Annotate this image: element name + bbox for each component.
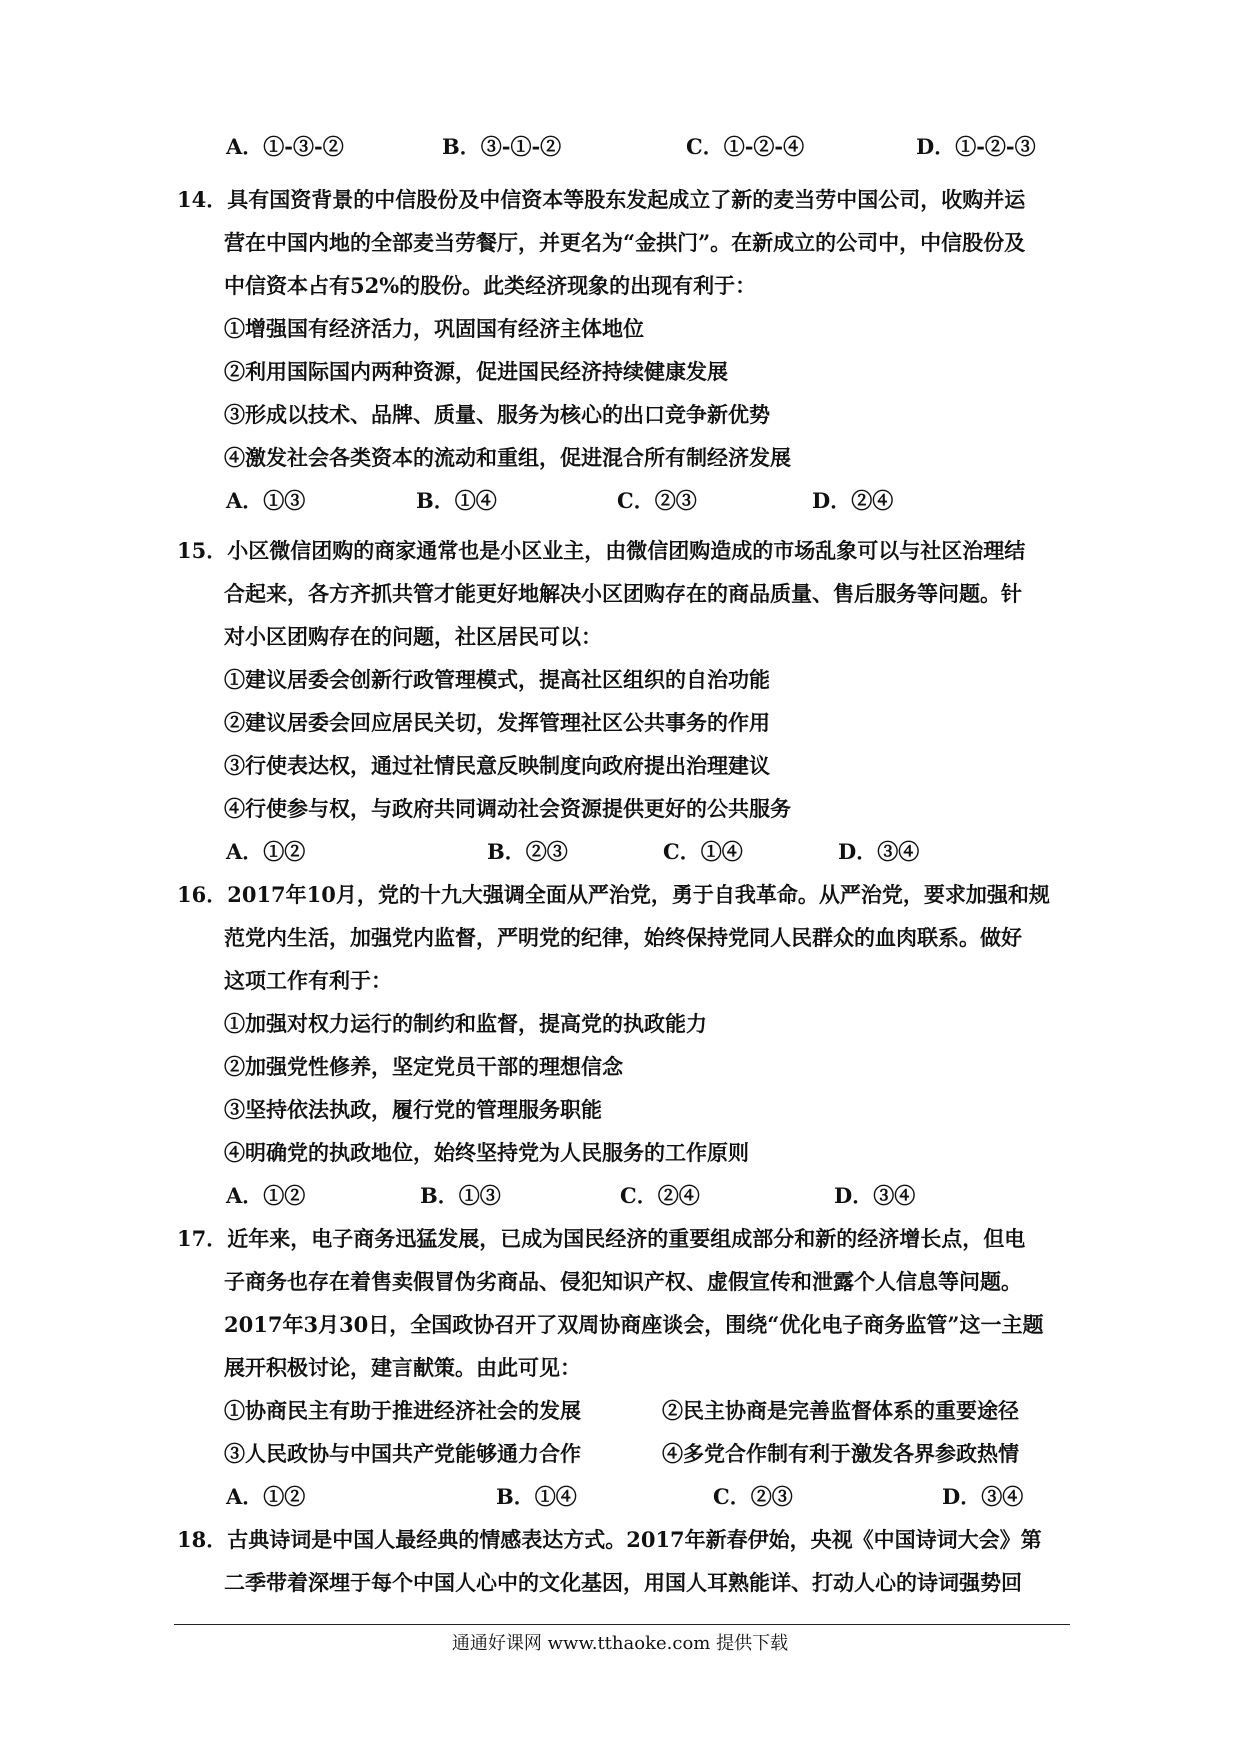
q17-option-d: D．③④	[942, 1484, 1024, 1509]
q16-stem-line: 范党内生活，加强党内监督，严明党的纪律，始终保持党同人民群众的血肉联系。做好	[224, 925, 1022, 950]
q14-item: ①增强国有经济活力，巩固国有经济主体地位	[224, 316, 644, 341]
q17-item: ④多党合作制有利于激发各界参政热情	[662, 1441, 1019, 1466]
footer-text: 通通好课网 www.tthaoke.com 提供下载	[451, 1633, 789, 1654]
q17-stem-line: 展开积极讨论，建言献策。由此可见：	[224, 1355, 581, 1380]
q15-option-a: A．①②	[226, 839, 306, 864]
q13-option-b: B．③-①-②	[442, 134, 562, 159]
q17-item: ①协商民主有助于推进经济社会的发展	[224, 1398, 581, 1423]
q13-option-c: C．①-②-④	[686, 134, 805, 159]
q16-item: ④明确党的执政地位，始终坚持党为人民服务的工作原则	[224, 1140, 749, 1165]
q14-item: ③形成以技术、品牌、质量、服务为核心的出口竞争新优势	[224, 402, 770, 427]
q16-option-d: D．③④	[834, 1183, 916, 1208]
q14-option-a: A．①③	[226, 488, 306, 513]
q16-option-a: A．①②	[226, 1183, 306, 1208]
q16-item: ③坚持依法执政，履行党的管理服务职能	[224, 1097, 602, 1122]
q16-item: ①加强对权力运行的制约和监督，提高党的执政能力	[224, 1011, 707, 1036]
q15-option-c: C．①④	[663, 839, 743, 864]
q17-option-a: A．①②	[226, 1484, 306, 1509]
q14-item: ④激发社会各类资本的流动和重组，促进混合所有制经济发展	[224, 445, 791, 470]
q14-option-c: C．②③	[617, 488, 697, 513]
q15-item: ①建议居委会创新行政管理模式，提高社区组织的自治功能	[224, 667, 770, 692]
q15-item: ④行使参与权，与政府共同调动社会资源提供更好的公共服务	[224, 796, 791, 821]
q14-stem-line: 14．具有国资背景的中信股份及中信资本等股东发起成立了新的麦当劳中国公司，收购并运	[177, 187, 1026, 212]
q16-option-c: C．②④	[620, 1183, 700, 1208]
q13-option-a: A．①-③-②	[226, 134, 344, 159]
q17-option-c: C．②③	[713, 1484, 793, 1509]
q17-stem-line: 子商务也存在着售卖假冒伪劣商品、侵犯知识产权、虚假宣传和泄露个人信息等问题。	[224, 1269, 1022, 1294]
q17-item: ②民主协商是完善监督体系的重要途径	[662, 1398, 1019, 1423]
q14-stem-line: 营在中国内地的全部麦当劳餐厅，并更名为“金拱门”。在新成立的公司中，中信股份及	[224, 230, 1026, 255]
q15-item: ③行使表达权，通过社情民意反映制度向政府提出治理建议	[224, 753, 770, 778]
q18-stem-line: 二季带着深埋于每个中国人心中的文化基因，用国人耳熟能详、打动人心的诗词强势回	[224, 1570, 1022, 1595]
q15-option-d: D．③④	[838, 839, 920, 864]
q17-option-b: B．①④	[496, 1484, 577, 1509]
q13-option-d: D．①-②-③	[916, 134, 1036, 159]
q14-stem-line: 中信资本占有52%的股份。此类经济现象的出现有利于：	[224, 273, 757, 298]
q16-item: ②加强党性修养，坚定党员干部的理想信念	[224, 1054, 623, 1079]
q14-item: ②利用国际国内两种资源，促进国民经济持续健康发展	[224, 359, 728, 384]
q16-option-b: B．①③	[420, 1183, 501, 1208]
q15-stem-line: 合起来，各方齐抓共管才能更好地解决小区团购存在的商品质量、售后服务等问题。针	[224, 581, 1022, 606]
q14-option-b: B．①④	[416, 488, 497, 513]
q18-stem-line: 18．古典诗词是中国人最经典的情感表达方式。2017年新春伊始，央视《中国诗词大会》第	[177, 1527, 1042, 1552]
q17-stem-line: 17．近年来，电子商务迅猛发展，已成为国民经济的重要组成部分和新的经济增长点，但电	[177, 1226, 1026, 1251]
q15-stem-line: 15．小区微信团购的商家通常也是小区业主，由微信团购造成的市场乱象可以与社区治理结	[177, 538, 1026, 563]
q17-stem-line: 2017年3月30日，全国政协召开了双周协商座谈会，围绕“优化电子商务监管”这一主题	[224, 1312, 1044, 1337]
q16-stem-line: 16．2017年10月，党的十九大强调全面从严治党，勇于自我革命。从严治党，要求加强和规	[177, 882, 1050, 907]
q17-item: ③人民政协与中国共产党能够通力合作	[224, 1441, 581, 1466]
q15-option-b: B．②③	[487, 839, 568, 864]
q16-stem-line: 这项工作有利于：	[224, 968, 392, 993]
q15-stem-line: 对小区团购存在的问题，社区居民可以：	[224, 624, 602, 649]
footer-rule	[174, 1624, 1070, 1625]
q15-item: ②建议居委会回应居民关切，发挥管理社区公共事务的作用	[224, 710, 770, 735]
q14-option-d: D．②④	[812, 488, 894, 513]
